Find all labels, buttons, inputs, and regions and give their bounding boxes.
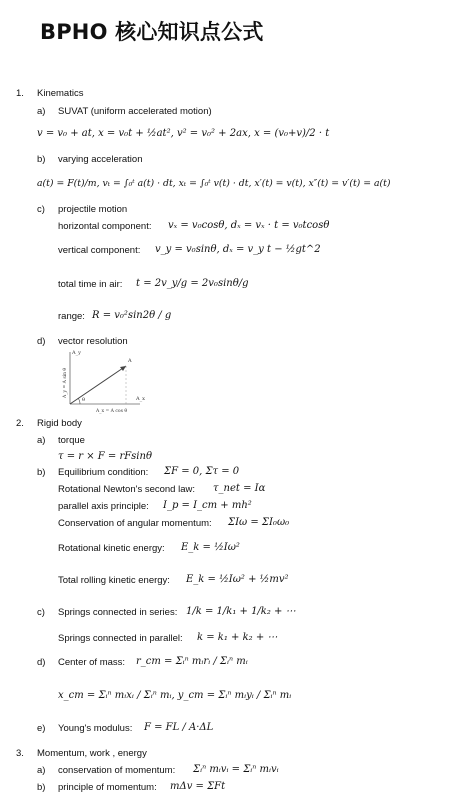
principle-momentum-equation: mΔv = ΣFt xyxy=(170,781,226,792)
page-title: BPHO 核心知识点公式 xyxy=(40,20,264,44)
item-letter: b) xyxy=(37,467,46,478)
center-of-mass-equation: r_cm = Σᵢⁿ mᵢrᵢ / Σᵢⁿ mᵢ xyxy=(136,656,248,667)
formula-label: range: xyxy=(58,311,85,322)
item-letter: b) xyxy=(37,154,46,165)
item-letter: b) xyxy=(37,782,46,793)
parallel-axis-equation: I_p = I_cm + mh² xyxy=(163,500,252,511)
theta-label: θ xyxy=(82,397,86,403)
springs-parallel-equation: k = k₁ + k₂ + ⋯ xyxy=(197,632,278,643)
formula-label: Springs connected in series: xyxy=(58,607,178,618)
section-number: 1. xyxy=(16,88,24,99)
item-letter: d) xyxy=(37,336,46,347)
formula-label: conservation of momentum: xyxy=(58,765,176,776)
section-heading: Kinematics xyxy=(37,88,84,99)
equilibrium-equation: ΣF = 0, Στ = 0 xyxy=(164,466,240,477)
formula-label: Young's modulus: xyxy=(58,723,133,734)
conservation-momentum-equation: Σᵢⁿ mᵢvᵢ = Σᵢⁿ mᵢvᵢ xyxy=(193,764,279,775)
time-in-air-equation: t = 2v_y/g = 2v₀sinθ/g xyxy=(136,278,249,289)
horizontal-component-equation: vₓ = v₀cosθ, dₓ = vₓ · t = v₀tcosθ xyxy=(168,220,330,231)
formula-label: vertical component: xyxy=(58,245,141,256)
formula-label: horizontal component: xyxy=(58,221,152,232)
section-heading: Rigid body xyxy=(37,418,82,429)
ax-axis-label: A_x xyxy=(136,396,145,402)
item-letter: e) xyxy=(37,723,46,734)
formula-label: Center of mass: xyxy=(58,657,126,668)
formula-label: Rotational kinetic energy: xyxy=(58,543,165,554)
ay-component-label: A_y = A sin θ xyxy=(63,367,68,398)
rotational-newton-equation: τ_net = Iα xyxy=(213,483,266,494)
section-number: 3. xyxy=(16,748,24,759)
varying-acceleration-equation: a(t) = F(t)/m, vₜ = ∫₀ᵗ a(t) · dt, xₜ = ∫₀ᵗ v(t) · dt, x′(t) = v(t), x″(t) = v′(t) = a(t) xyxy=(37,178,391,189)
formula-label: Springs connected in parallel: xyxy=(58,633,183,644)
center-of-mass-xy-equation: x_cm = Σᵢⁿ mᵢxᵢ / Σᵢⁿ mᵢ, y_cm = Σᵢⁿ mᵢyᵢ / Σᵢⁿ mᵢ xyxy=(58,690,292,701)
angular-momentum-equation: ΣIω = ΣI₀ω₀ xyxy=(228,517,290,528)
item-label: SUVAT (uniform accelerated motion) xyxy=(58,106,212,117)
item-label: torque xyxy=(58,435,85,446)
springs-series-equation: 1/k = 1/k₁ + 1/k₂ + ⋯ xyxy=(186,606,296,617)
formula-label: Rotational Newton's second law: xyxy=(58,484,195,495)
section-heading: Momentum, work , energy xyxy=(37,748,147,759)
vertical-component-equation: v_y = v₀sinθ, dₓ = v_y t − ½gt^2 xyxy=(155,244,321,255)
range-equation: R = v₀²sin2θ / g xyxy=(92,310,172,321)
rolling-ke-equation: E_k = ½Iω² + ½mv² xyxy=(186,574,289,585)
vector-resolution-diagram xyxy=(56,346,146,414)
section-number: 2. xyxy=(16,418,24,429)
item-letter: a) xyxy=(37,106,46,117)
formula-label: Total rolling kinetic energy: xyxy=(58,575,170,586)
rotational-ke-equation: E_k = ½Iω² xyxy=(181,542,240,553)
ay-axis-label: A_y xyxy=(72,350,81,356)
torque-equation: τ = r × F = rFsinθ xyxy=(58,451,152,462)
item-label: vector resolution xyxy=(58,336,128,347)
item-letter: a) xyxy=(37,765,46,776)
item-letter: a) xyxy=(37,435,46,446)
youngs-modulus-equation: F = FL / A·ΔL xyxy=(144,722,214,733)
formula-label: total time in air: xyxy=(58,279,123,290)
item-label: varying acceleration xyxy=(58,154,143,165)
ax-component-label: A_x = A cos θ xyxy=(96,409,128,414)
item-label: projectile motion xyxy=(58,204,128,215)
item-letter: c) xyxy=(37,607,45,618)
vector-a-label: A xyxy=(128,358,132,364)
item-letter: d) xyxy=(37,657,46,668)
suvat-equation: v = v₀ + at, x = v₀t + ½at², v² = v₀² + 2ax, x = (v₀+v)/2 · t xyxy=(37,128,330,139)
formula-label: principle of momentum: xyxy=(58,782,157,793)
formula-label: parallel axis principle: xyxy=(58,501,149,512)
formula-label: Conservation of angular momentum: xyxy=(58,518,212,529)
formula-label: Equilibrium condition: xyxy=(58,467,149,478)
item-letter: c) xyxy=(37,204,45,215)
